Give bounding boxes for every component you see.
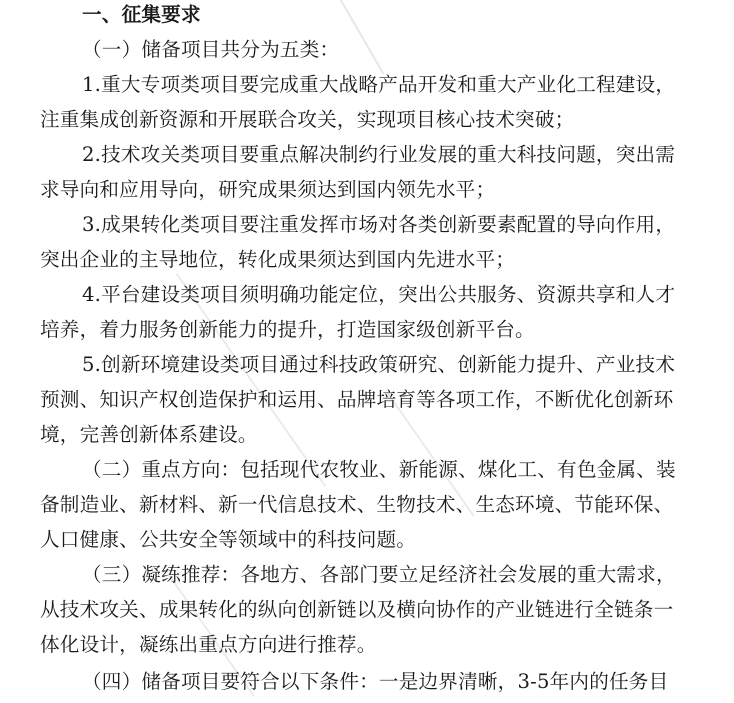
paragraph-line: 培养，着力服务创新能力的提升，打造国家级创新平台。: [40, 318, 535, 341]
paragraph-line: （一）储备项目共分为五类：: [82, 38, 340, 61]
paragraph-line: 2.技术攻关类项目要重点解决制约行业发展的重大科技问题，突出需: [82, 143, 676, 166]
paragraph-line: 备制造业、新材料、新一代信息技术、生物技术、生态环境、节能环保、: [40, 493, 674, 516]
paragraph-line: 3.成果转化类项目要注重发挥市场对各类创新要素配置的导向作用，: [82, 213, 676, 236]
paragraph-line: 5.创新环境建设类项目通过科技政策研究、创新能力提升、产业技术: [82, 353, 676, 376]
paragraph-line: 境，完善创新体系建设。: [40, 423, 258, 446]
paragraph-line: 突出企业的主导地位，转化成果须达到国内先进水平；: [40, 248, 516, 271]
paragraph-line: 预测、知识产权创造保护和运用、品牌培育等各项工作，不断优化创新环: [40, 388, 674, 411]
paragraph-line: 4.平台建设类项目须明确功能定位，突出公共服务、资源共享和人才: [82, 283, 676, 306]
paragraph-line: 1.重大专项类项目要完成重大战略产品开发和重大产业化工程建设，: [82, 73, 676, 96]
paragraph-line: 求导向和应用导向，研究成果须达到国内领先水平；: [40, 178, 496, 201]
paragraph-line: 从技术攻关、成果转化的纵向创新链以及横向协作的产业链进行全链条一: [40, 598, 674, 621]
paragraph-line: （四）储备项目要符合以下条件：一是边界清晰，3-5年内的任务目: [82, 670, 669, 693]
section-heading: 一、征集要求: [82, 3, 201, 26]
paragraph-line: 人口健康、公共安全等领域中的科技问题。: [40, 528, 417, 551]
paragraph-line: （二）重点方向：包括现代农牧业、新能源、煤化工、有色金属、装: [82, 458, 676, 481]
paragraph-line: （三）凝练推荐：各地方、各部门要立足经济社会发展的重大需求，: [82, 563, 676, 586]
paragraph-line: 体化设计，凝练出重点方向进行推荐。: [40, 633, 377, 656]
paragraph-line: 注重集成创新资源和开展联合攻关，实现项目核心技术突破；: [40, 108, 575, 131]
